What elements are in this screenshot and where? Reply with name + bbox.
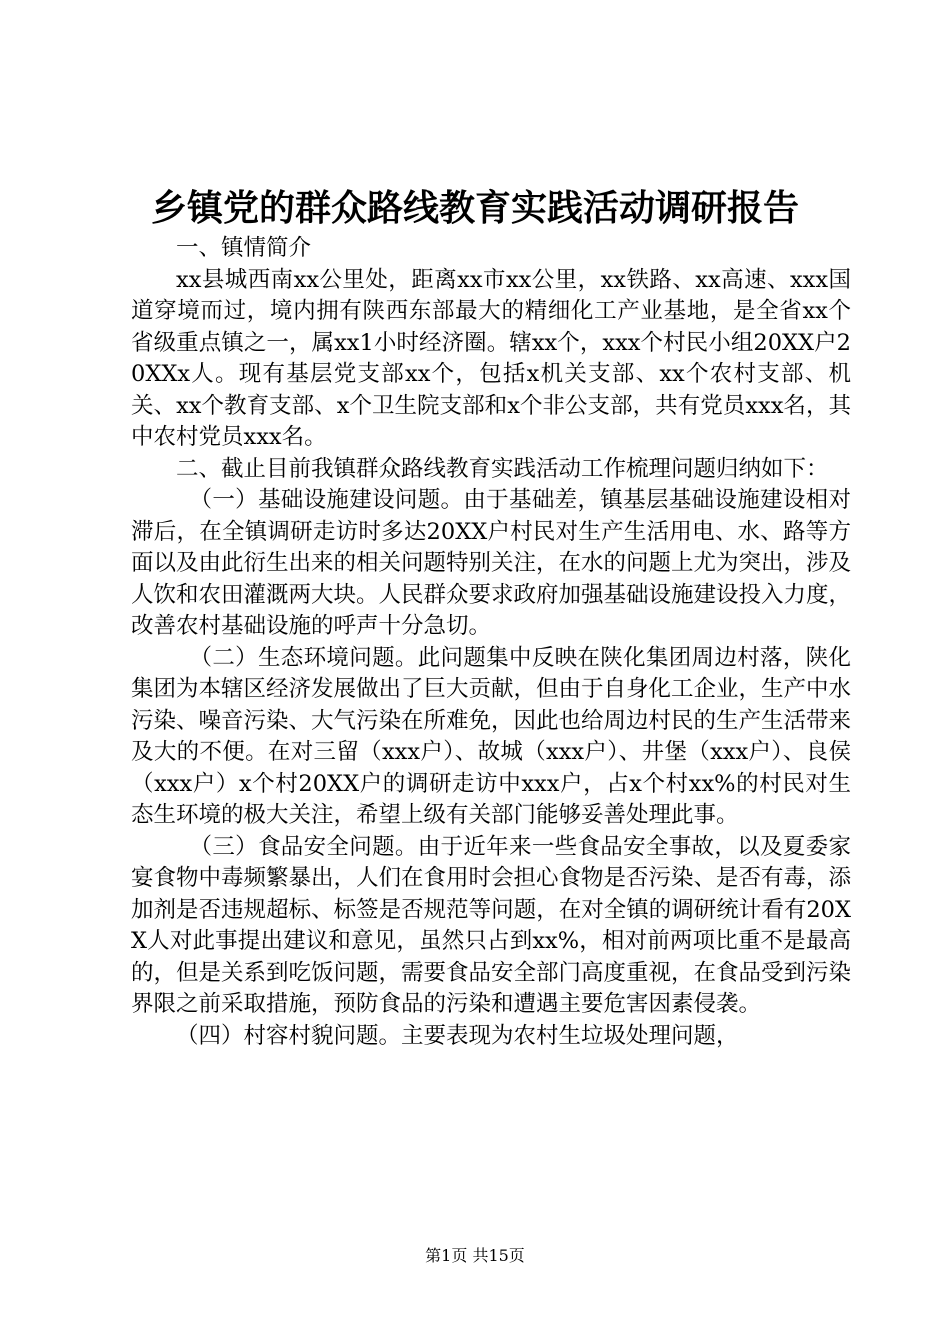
paragraph-environment: （二）生态环境问题。此问题集中反映在陕化集团周边村落，陕化集团为本辖区经济发展做出了巨大贡献，但由于自身化工企业，生产中水污染、噪音污染、大气污染在所难免，因此也给周边村民的生产生活带来及大的不便。在对三留（xxx户）、故城（xxx户）、井堡（xxx户）、良侯（xxx户）x个村20XX户的调研走访中xxx户，占x个村xx%的村民对生态生环境的极大关注，希望上级有关部门能够妥善处理此事。 [131, 644, 852, 828]
page-footer: 第1页 共15页 [425, 1246, 525, 1265]
paragraph-infrastructure: （一）基础设施建设问题。由于基础差，镇基层基础设施建设相对滞后，在全镇调研走访时多达20XX户村民对生产生活用电、水、路等方面以及由此衍生出来的相关问题特别关注，在水的问题上尤为突出，涉及人饮和农田灌溉两大块。人民群众要求政府加强基础设施建设投入力度，改善农村基础设施的呼声十分急切。 [131, 487, 852, 639]
document-body [131, 233, 851, 1052]
section-heading-town-profile: 一、镇情简介 [176, 235, 312, 261]
section-heading-issues: 二、截止目前我镇群众路线教育实践活动工作梳理问题归纳如下： [176, 455, 829, 482]
document-title: 乡镇党的群众路线教育实践活动调研报告 [150, 187, 799, 229]
paragraph-food-safety: （三）食品安全问题。由于近年来一些食品安全事故，以及夏委家宴食物中毒频繁暴出，人们在食用时会担心食物是否污染、是否有毒，添加剂是否违规超标、标签是否规范等问题，在对全镇的调研统计看有20XX人对此事提出建议和意见，虽然只占到xx%，相对前两项比重不是最高的，但是关系到吃饭问题，需要食品安全部门高度重视，在食品受到污染界限之前采取措施，预防食品的污染和遭遇主要危害因素侵袭。 [131, 833, 852, 1017]
paragraph-town-profile: xx县城西南xx公里处，距离xx市xx公里，xx铁路、xx高速、xxx国道穿境而过，境内拥有陕西东部最大的精细化工产业基地，是全省xx个省级重点镇之一，属xx1小时经济圈。辖xx个，xxx个村民小组20XX户20XXx人。现有基层党支部xx个，包括x机关支部、xx个农村支部、机关、xx个教育支部、x个卫生院支部和x个非公支部，共有党员xxx名，其中农村党员xxx名。 [131, 266, 851, 450]
paragraph-village-appearance: （四）村容村貌问题。主要表现为农村生垃圾处理问题， [176, 1022, 739, 1049]
